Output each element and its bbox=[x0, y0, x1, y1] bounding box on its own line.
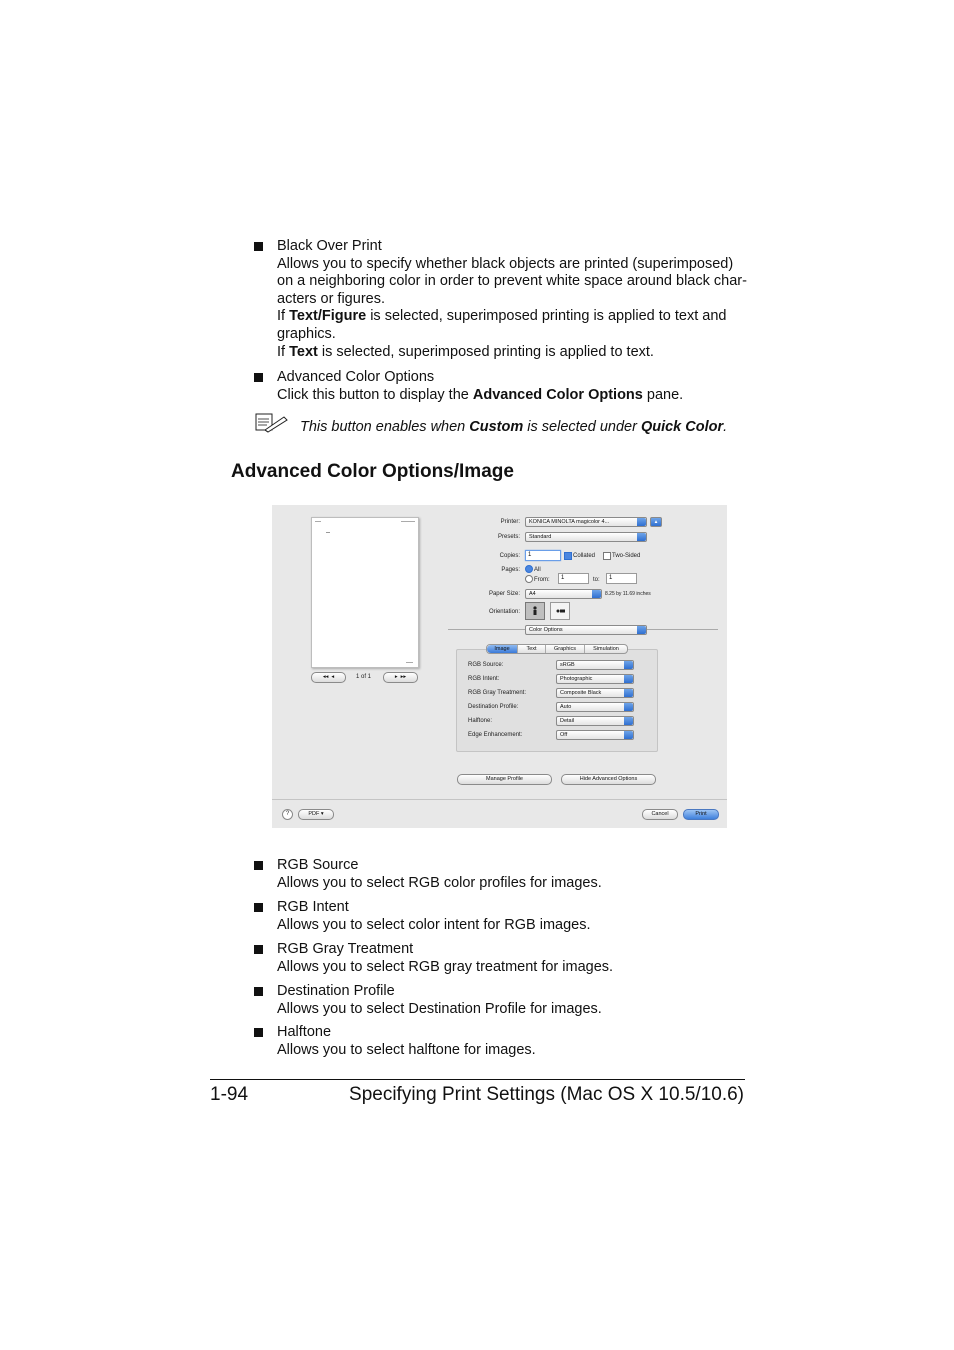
destination-profile-label: Destination Profile: bbox=[468, 704, 519, 710]
bullet-desc-line: acters or figures. bbox=[277, 290, 385, 307]
bullet-destination-profile bbox=[277, 983, 602, 1018]
printer-popup[interactable]: KONICA MINOLTA magicolor 4... bbox=[525, 517, 647, 527]
bullet-black-over-print bbox=[277, 238, 757, 361]
bullet-desc: Allows you to select Destination Profile for images. bbox=[277, 1000, 602, 1017]
bullet-desc-line: Click this button to display the Advanced Color Options pane. bbox=[277, 386, 684, 403]
popup-arrow-icon bbox=[637, 518, 646, 526]
rgb-gray-treatment-label: RGB Gray Treatment: bbox=[468, 690, 527, 696]
preview-next-button[interactable]: ▸ ▸▸ bbox=[383, 672, 418, 683]
preview-text-mark bbox=[315, 521, 321, 522]
bullet-title: Halftone bbox=[277, 1024, 332, 1040]
note-pencil-icon bbox=[255, 411, 289, 433]
pages-from-radio[interactable] bbox=[525, 575, 533, 583]
bullet-marker bbox=[254, 373, 263, 382]
bottom-separator bbox=[272, 799, 727, 800]
two-sided-checkbox[interactable] bbox=[603, 552, 611, 560]
bullet-desc: Allows you to select color intent for RGB images. bbox=[277, 916, 591, 933]
printer-label: Printer: bbox=[500, 519, 520, 525]
print-button[interactable]: Print bbox=[683, 809, 719, 820]
text-figure-line: If Text/Figure is selected, superimposed printing is applied to text and bbox=[277, 308, 727, 325]
bullet-halftone bbox=[277, 1024, 536, 1059]
popup-arrow-icon bbox=[624, 717, 633, 725]
bullet-marker bbox=[254, 987, 263, 996]
bullet-title: Advanced Color Options bbox=[277, 369, 435, 385]
preview-page bbox=[311, 517, 419, 668]
portrait-person-icon bbox=[526, 603, 544, 619]
bullet-marker bbox=[254, 903, 263, 912]
chapter-title: Specifying Print Settings (Mac OS X 10.5/10.6) bbox=[349, 1084, 744, 1105]
print-dialog bbox=[272, 505, 727, 828]
rgb-source-label: RGB Source: bbox=[468, 662, 504, 668]
help-button[interactable]: ? bbox=[282, 809, 293, 820]
paper-size-dims: 8.25 by 11.69 inches bbox=[605, 591, 651, 597]
page-number: 1-94 bbox=[210, 1084, 249, 1105]
orientation-label: Orientation: bbox=[488, 609, 520, 615]
manage-profile-button[interactable]: Manage Profile bbox=[457, 774, 552, 785]
text-figure-line-cont: graphics. bbox=[277, 325, 336, 342]
bullet-desc-line: Allows you to specify whether black objects are printed (superimposed) bbox=[277, 255, 734, 272]
tab-bar bbox=[486, 644, 628, 654]
bullet-desc: Allows you to select RGB color profiles for images. bbox=[277, 874, 602, 891]
panel-popup[interactable]: Color Options bbox=[525, 625, 647, 635]
preview-text-mark bbox=[406, 662, 413, 663]
halftone-label: Halftone: bbox=[468, 718, 493, 724]
tab-text[interactable]: Text bbox=[517, 645, 545, 653]
rgb-intent-popup[interactable]: Photographic bbox=[556, 674, 634, 684]
halftone-popup[interactable]: Detail bbox=[556, 716, 634, 726]
note-text: This button enables when Custom is selected under Quick Color. bbox=[300, 419, 728, 435]
bullet-marker bbox=[254, 1028, 263, 1037]
presets-popup[interactable]: Standard bbox=[525, 532, 647, 542]
popup-arrow-icon bbox=[624, 661, 633, 669]
landscape-person-icon bbox=[551, 603, 569, 619]
to-field[interactable]: 1 bbox=[606, 573, 637, 584]
bullet-rgb-gray-treatment bbox=[277, 941, 613, 976]
copies-label: Copies: bbox=[499, 553, 520, 559]
preview-text-mark bbox=[401, 521, 415, 522]
paper-size-popup[interactable]: A4 bbox=[525, 589, 602, 599]
bullet-marker bbox=[254, 242, 263, 251]
preview-prev-button[interactable]: ◂◂ ◂ bbox=[311, 672, 346, 683]
copies-field[interactable]: 1 bbox=[525, 550, 561, 561]
popup-arrow-icon bbox=[624, 703, 633, 711]
hide-advanced-options-button[interactable]: Hide Advanced Options bbox=[561, 774, 656, 785]
to-label: to: bbox=[593, 577, 600, 583]
popup-arrow-icon bbox=[637, 533, 646, 541]
tab-image[interactable]: Image bbox=[487, 645, 517, 653]
pdf-button[interactable]: PDF ▾ bbox=[298, 809, 334, 820]
bullet-marker bbox=[254, 945, 263, 954]
bullet-advanced-color-options bbox=[277, 369, 757, 404]
portrait-orientation-button[interactable] bbox=[525, 602, 545, 620]
tab-simulation[interactable]: Simulation bbox=[584, 645, 627, 653]
presets-label: Presets: bbox=[497, 534, 520, 540]
pages-all-radio[interactable] bbox=[525, 565, 533, 573]
bullet-desc: Allows you to select halftone for images. bbox=[277, 1041, 536, 1058]
rgb-intent-label: RGB Intent: bbox=[468, 676, 500, 682]
paper-size-label: Paper Size: bbox=[488, 591, 520, 597]
bullet-marker bbox=[254, 861, 263, 870]
bullet-title: Black Over Print bbox=[277, 238, 382, 254]
bullet-desc: Allows you to select RGB gray treatment for images. bbox=[277, 958, 614, 975]
bullet-title: Destination Profile bbox=[277, 983, 395, 999]
pages-label: Pages: bbox=[501, 567, 520, 573]
from-field[interactable]: 1 bbox=[558, 573, 589, 584]
preview-text-mark bbox=[326, 532, 330, 533]
popup-arrow-icon bbox=[624, 689, 633, 697]
printer-disclosure-button[interactable]: ▴ bbox=[650, 517, 662, 527]
pages-all-label: All bbox=[534, 567, 541, 573]
page-indicator: 1 of 1 bbox=[356, 674, 372, 680]
rgb-gray-treatment-popup[interactable]: Composite Black bbox=[556, 688, 634, 698]
destination-profile-popup[interactable]: Auto bbox=[556, 702, 634, 712]
popup-arrow-icon bbox=[637, 626, 646, 634]
bullet-title: RGB Intent bbox=[277, 899, 349, 915]
footer-rule bbox=[210, 1079, 745, 1080]
bullet-rgb-source bbox=[277, 857, 602, 892]
two-sided-label: Two-Sided bbox=[612, 553, 641, 559]
cancel-button[interactable]: Cancel bbox=[642, 809, 678, 820]
popup-arrow-icon bbox=[624, 675, 633, 683]
bullet-rgb-intent bbox=[277, 899, 591, 934]
popup-arrow-icon bbox=[592, 590, 601, 598]
edge-enhancement-popup[interactable]: Off bbox=[556, 730, 634, 740]
bullet-title: RGB Gray Treatment bbox=[277, 941, 414, 957]
collated-label: Collated bbox=[573, 553, 596, 559]
text-line: If Text is selected, superimposed printing is applied to text. bbox=[277, 343, 654, 360]
rgb-source-popup[interactable]: sRGB bbox=[556, 660, 634, 670]
from-label: From: bbox=[534, 577, 550, 583]
collated-checkbox[interactable] bbox=[564, 552, 572, 560]
bullet-title: RGB Source bbox=[277, 857, 359, 873]
edge-enhancement-label: Edge Enhancement: bbox=[468, 732, 523, 738]
section-title: Advanced Color Options/Image bbox=[231, 461, 514, 482]
popup-arrow-icon bbox=[624, 731, 633, 739]
tab-graphics[interactable]: Graphics bbox=[545, 645, 584, 653]
landscape-orientation-button[interactable] bbox=[550, 602, 570, 620]
bullet-desc-line: on a neighboring color in order to prevent white space around black char- bbox=[277, 273, 747, 290]
